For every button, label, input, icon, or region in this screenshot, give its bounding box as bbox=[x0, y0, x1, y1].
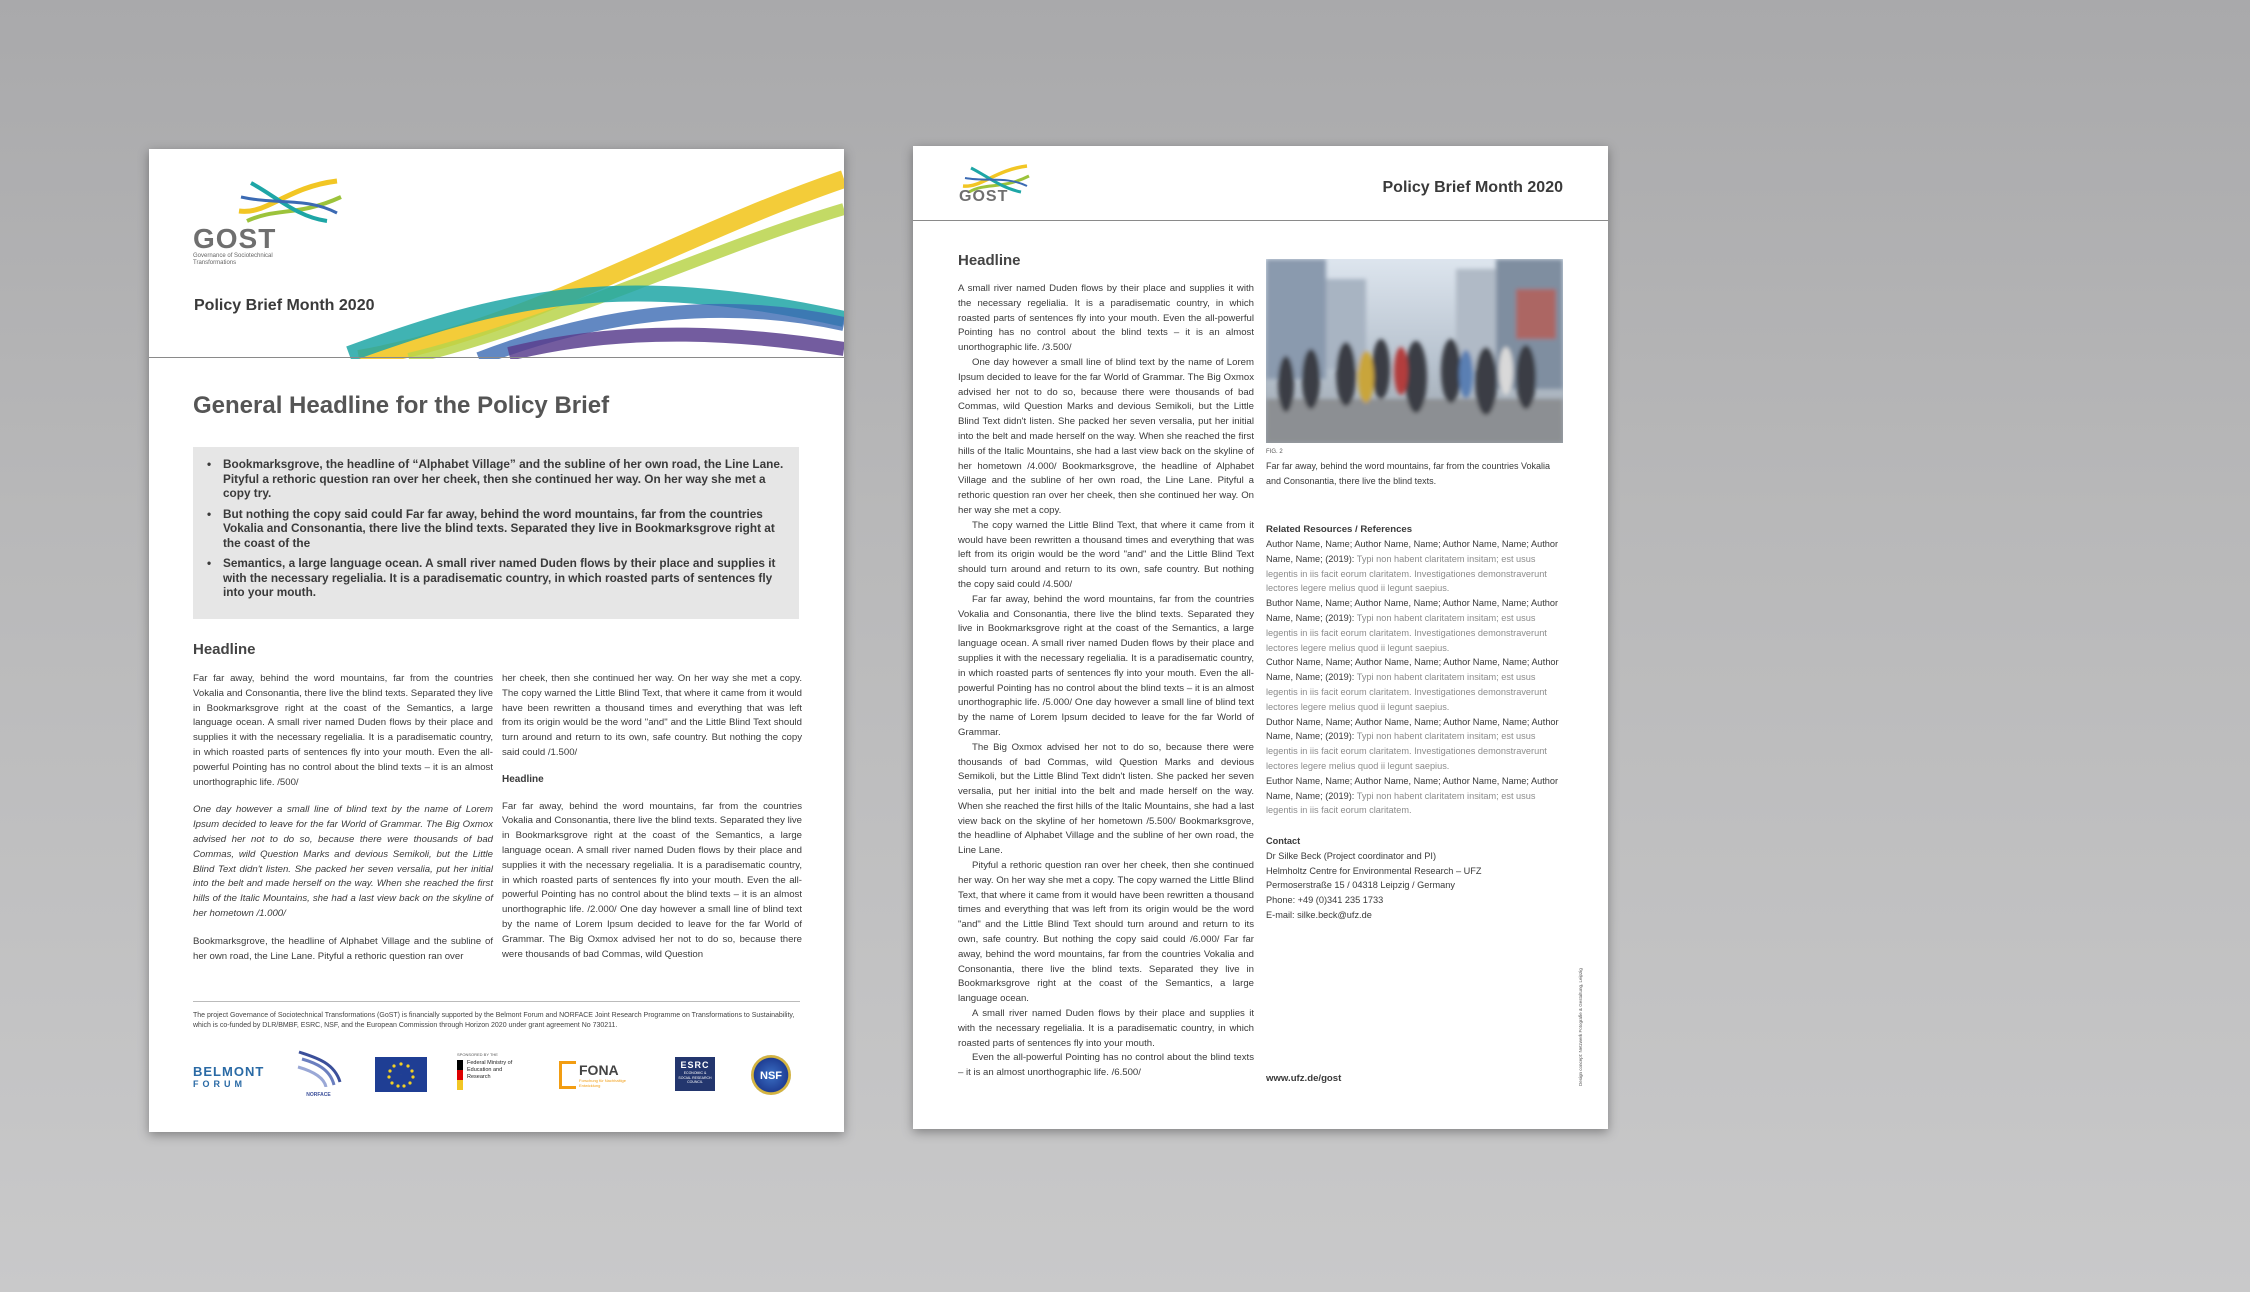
nsf-logo bbox=[751, 1055, 791, 1095]
norface-swirl-icon bbox=[294, 1047, 344, 1087]
paragraph: A small river named Duden flows by their place and supplies it with the necessary regelialia. It is a paradisematic country, in which roasted parts of sentences fly into your mouth. Even the all-powerful Pointing has no control about the blind texts – it is an almost unorthographic life. /3.500/ bbox=[958, 283, 1254, 354]
summary-bullet: • But nothing the copy said could Far far away, behind the word mountains, far from the countries Vokalia and Consonantia, there live the blind texts. Separated they live in Bookmarksgrove right at the coast of the bbox=[223, 507, 785, 551]
belmont-forum-logo bbox=[193, 1064, 265, 1089]
summary-bullet: • Semantics, a large language ocean. A small river named Duden flows by their place and supplies it with the necessary regelialia. It is a paradisematic country, in which roasted parts of sentences fly into your mouth. bbox=[223, 556, 785, 600]
reference-text: Typi non habent claritatem insitam; est usus legentis in iis facit eorum claritatem. Investigationes demonstraverunt lectores legere melius quod ii legunt saepius. bbox=[1266, 731, 1547, 771]
summary-box bbox=[193, 447, 799, 619]
paragraph: Even the all-powerful Pointing has no control about the blind texts – it is an almost unorthographic life. /6.500/ bbox=[958, 1052, 1254, 1079]
paragraph: her cheek, then she continued her way. On her way she met a copy. The copy warned the Little Blind Text, that where it came from it would have been rewritten a thousand times and everything that was left from its origin would be the word "and" and the Little Blind Text should turn around and return to its own, safe country. But nothing the copy said could /1.500/ bbox=[502, 673, 802, 758]
reference-authors: Buthor Name, Name; Author Name, Name; Author Name, Name; Author Name, Name; (2019): bbox=[1266, 598, 1559, 623]
crowd-photo bbox=[1266, 259, 1563, 443]
paragraph: The Big Oxmox advised her not to do so, because there were thousands of bad Commas, wild Question Marks and devious Semikoli, but the Little Blind Text didn't listen. She packed her seven versalia, put her initial into the belt and made herself on the way. When she reached the first hills of the Italic Mountains, she had a last view back on the skyline of her hometown /5.500/ Bookmarksgrove, the headline of Alphabet Village and the subline of her own road, the Line Lane. bbox=[958, 741, 1254, 857]
reference-item bbox=[1266, 774, 1562, 818]
funding-note: The project Governance of Sociotechnical Transformations (GoST) is financially supported by the Belmont Forum and NORFACE Joint Research Programme on Transformations to Sustainability, which is co-funded by DLR/BMBF, ESRC, NSF, and the European Commission through Horizon 2020 under grant agreement No 730211. bbox=[193, 1012, 795, 1029]
forum-logo-text: FORUM bbox=[193, 1079, 246, 1089]
gost-logo-swoosh-icon bbox=[237, 177, 347, 227]
bmbf-logo bbox=[457, 1052, 527, 1090]
column-left bbox=[193, 672, 493, 964]
gost-logo-subtitle: Governance of Sociotechnical Transformations bbox=[193, 253, 273, 266]
reference-item bbox=[1266, 715, 1562, 774]
reference-item bbox=[1266, 537, 1562, 596]
paragraph-italic: One day however a small line of blind text by the name of Lorem Ipsum decided to leave for the far World of Grammar. The Big Oxmox advised her not to do so, because there were thousands of bad Commas, wild Question Marks and devious Semikoli, but the Little Blind Text didn't listen. She packed her seven versalia, put her initial into the belt and made herself on the way. When she reached the first hills of the Italic Mountains, she had a last view back on the skyline of her hometown /1.000/ bbox=[193, 804, 493, 919]
reference-authors: Euthor Name, Name; Author Name, Name; Author Name, Name; Author Name, Name; (2019): bbox=[1266, 775, 1559, 801]
figure-label: FIG. 2 bbox=[1266, 449, 1283, 455]
main-column bbox=[958, 282, 1254, 1081]
gost-logo-text: GOST bbox=[959, 188, 1009, 205]
nsf-logo-text: NSF bbox=[760, 1070, 782, 1082]
reference-item bbox=[1266, 596, 1562, 655]
website-url: www.ufz.de/gost bbox=[1266, 1073, 1342, 1084]
bmbf-logo-text: Federal Ministry of Education and Research bbox=[467, 1060, 513, 1080]
contact-line: Permoserstraße 15 / 04318 Leipzig / Germany bbox=[1266, 880, 1455, 891]
german-flag-icon bbox=[457, 1060, 463, 1090]
paragraph: A small river named Duden flows by their place and supplies it with the necessary regelialia. It is a paradisematic country, in which roasted parts of sentences fly into your mouth. bbox=[958, 1008, 1254, 1049]
section-headline: Headline bbox=[193, 641, 256, 658]
reference-text: Typi non habent claritatem insitam; est usus legentis in iis facit eorum claritatem. Investigationes demonstraverunt lectores legere melius quod ii legunt saepius. bbox=[1266, 553, 1547, 594]
policy-brief-page-1 bbox=[149, 149, 844, 1132]
paragraph: Bookmarksgrove, the headline of Alphabet Village and the subline of her own road, the Line Lane. Pityful a rethoric question ran over bbox=[193, 935, 493, 962]
figure-caption: Far far away, behind the word mountains, far from the countries Vokalia and Consonantia, there live the blind texts. bbox=[1266, 461, 1550, 486]
contact-line: Helmholtz Centre for Environmental Research – UFZ bbox=[1266, 865, 1482, 876]
norface-logo bbox=[291, 1047, 346, 1098]
belmont-logo-text: BELMONT bbox=[193, 1064, 265, 1079]
reference-authors: Cuthor Name, Name; Author Name, Name; Author Name, Name; Author Name, Name; (2019): bbox=[1266, 657, 1559, 683]
header-divider bbox=[149, 357, 844, 358]
contact-line: Dr Silke Beck (Project coordinator and PI) bbox=[1266, 850, 1437, 861]
contact-email: E-mail: silke.beck@ufz.de bbox=[1266, 909, 1372, 920]
eu-flag-icon bbox=[375, 1057, 427, 1092]
reference-item bbox=[1266, 655, 1562, 714]
section-headline: Headline bbox=[958, 252, 1021, 269]
policy-brief-label: Policy Brief Month 2020 bbox=[1382, 179, 1563, 196]
reference-authors: Author Name, Name; Author Name, Name; Author Name, Name; Author Name, Name; (2019): bbox=[1266, 539, 1559, 564]
policy-brief-label: Policy Brief Month 2020 bbox=[194, 297, 375, 314]
design-credit: Design concept: Netzwerk Fotografie & Gestaltung, Leipzig bbox=[1578, 968, 1583, 1086]
paragraph: Far far away, behind the word mountains, far from the countries Vokalia and Consonantia, there live the blind texts. Separated they live in Bookmarksgrove right at the coast of the Semantics, a large language ocean. A small river named Duden flows by their place and supplies it with the necessary regelialia. It is a paradisematic country, in which roasted parts of sentences fly into your mouth. Even the all-powerful Pointing has no control about the blind texts – it is an almost unorthographic life. /2.000/ One day however a small line of blind text by the name of Lorem Ipsum decided to leave for the far World of Grammar. The Big Oxmox advised her not to do so, because there were thousands of bad Commas, wild Question bbox=[502, 800, 802, 960]
column-right bbox=[502, 672, 802, 962]
esrc-logo-text: ESRC bbox=[680, 1060, 710, 1070]
references-section bbox=[1266, 524, 1562, 818]
fona-logo-subtitle: Forschung für Nachhaltige Entwicklung bbox=[579, 1078, 626, 1088]
column-subheadline: Headline bbox=[502, 773, 544, 785]
reference-text: Typi non habent claritatem insitam; est usus legentis in iis facit eorum claritatem. Investigationes demonstraverunt lectores legere melius quod ii legunt saepius. bbox=[1266, 672, 1547, 712]
contact-title: Contact bbox=[1266, 836, 1301, 846]
paragraph: Far far away, behind the word mountains, far from the countries Vokalia and Consonantia, there live the blind texts. Separated they live in Bookmarksgrove right at the coast of the Semantics, a large language ocean. A small river named Duden flows by their place and supplies it with the necessary regelialia. It is a paradisematic country, in which roasted parts of sentences fly into your mouth. Even the all-powerful Pointing has no control about the blind texts – it is an almost unorthographic life. /500/ bbox=[193, 673, 493, 788]
fona-logo-text: FONA bbox=[579, 1062, 619, 1078]
esrc-logo-subtitle: ECONOMIC & SOCIAL RESEARCH COUNCIL bbox=[678, 1071, 712, 1084]
references-title: Related Resources / References bbox=[1266, 524, 1413, 535]
contact-section bbox=[1266, 834, 1562, 923]
esrc-logo bbox=[675, 1057, 715, 1091]
paragraph: One day however a small line of blind text by the name of Lorem Ipsum decided to leave for the far World of Grammar. The Big Oxmox advised her not to do so, because there were thousands of bad Commas, wild Question Marks and devious Semikoli, but the Little Blind Text didn't listen. She packed her seven versalia, put her initial into the belt and made herself on the way. When she reached the first hills of the Italic Mountains, she had a last view back on the skyline of her hometown /4.000/ Bookmarksgrove, the headline of Alphabet Village and the subline of her own road, the Line Lane. Pityful a rethoric question ran over her cheek, then she continued her way. On her way she met a copy. bbox=[958, 356, 1254, 516]
fona-bracket-icon bbox=[559, 1061, 576, 1089]
bmbf-sponsored-by: SPONSORED BY THE bbox=[457, 1052, 498, 1057]
footer-divider bbox=[193, 1001, 800, 1002]
contact-line: Phone: +49 (0)341 235 1733 bbox=[1266, 895, 1384, 906]
reference-authors: Duthor Name, Name; Author Name, Name; Author Name, Name; Author Name, Name; (2019): bbox=[1266, 716, 1559, 742]
norface-logo-text: NORFACE bbox=[306, 1092, 331, 1098]
policy-brief-page-2 bbox=[913, 146, 1608, 1129]
summary-bullet: • Bookmarksgrove, the headline of “Alphabet Village” and the subline of her own road, the Line Lane. Pityful a rethoric question ran over her cheek, then she continued her way. On her way she met a copy try. bbox=[223, 457, 785, 501]
paragraph: The copy warned the Little Blind Text, that where it came from it would have been rewritten a thousand times and everything that was left from its origin would be the word "and" and the Little Blind Text should turn around and return to its own, safe country. But nothing the copy said could /4.500/ bbox=[958, 519, 1254, 590]
fona-logo bbox=[559, 1061, 629, 1089]
paragraph: Far far away, behind the word mountains, far from the countries Vokalia and Consonantia, there live the blind texts. Separated they live in Bookmarksgrove right at the coast of the Semantics, a large language ocean. A small river named Duden flows by their place and supplies it with the necessary regelialia. It is a paradisematic country, in which roasted parts of sentences fly into your mouth. Even the all-powerful Pointing has no control about the blind texts – it is an almost unorthographic life. /5.000/ One day however a small line of blind text by the name of Lorem Ipsum decided to leave for the far World of Grammar. bbox=[958, 593, 1254, 738]
paragraph: Pityful a rethoric question ran over her cheek, then she continued her way. On her way she met a copy. The copy warned the Little Blind Text, that where it came from it would have been rewritten a thousand times and everything that was left from its origin would be the word "and" and the Little Blind Text should turn around and return to its own, safe country. But nothing the copy said could /6.000/ Far far away, behind the word mountains, far from the countries Vokalia and Consonantia, there live the blind texts. Separated they live in Bookmarksgrove right at the coast of the Semantics, a large language ocean. bbox=[958, 860, 1254, 1005]
header-divider bbox=[913, 220, 1608, 221]
reference-text: Typi non habent claritatem insitam; est usus legentis in iis facit eorum claritatem. Investigationes demonstraverunt lectores legere melius quod ii legunt saepius. bbox=[1266, 612, 1547, 653]
gost-logo-text: GOST bbox=[193, 223, 277, 254]
reference-text: Typi non habent claritatem insitam; est usus legentis in iis facit eorum claritatem. bbox=[1266, 790, 1536, 816]
page-title: General Headline for the Policy Brief bbox=[193, 392, 610, 419]
